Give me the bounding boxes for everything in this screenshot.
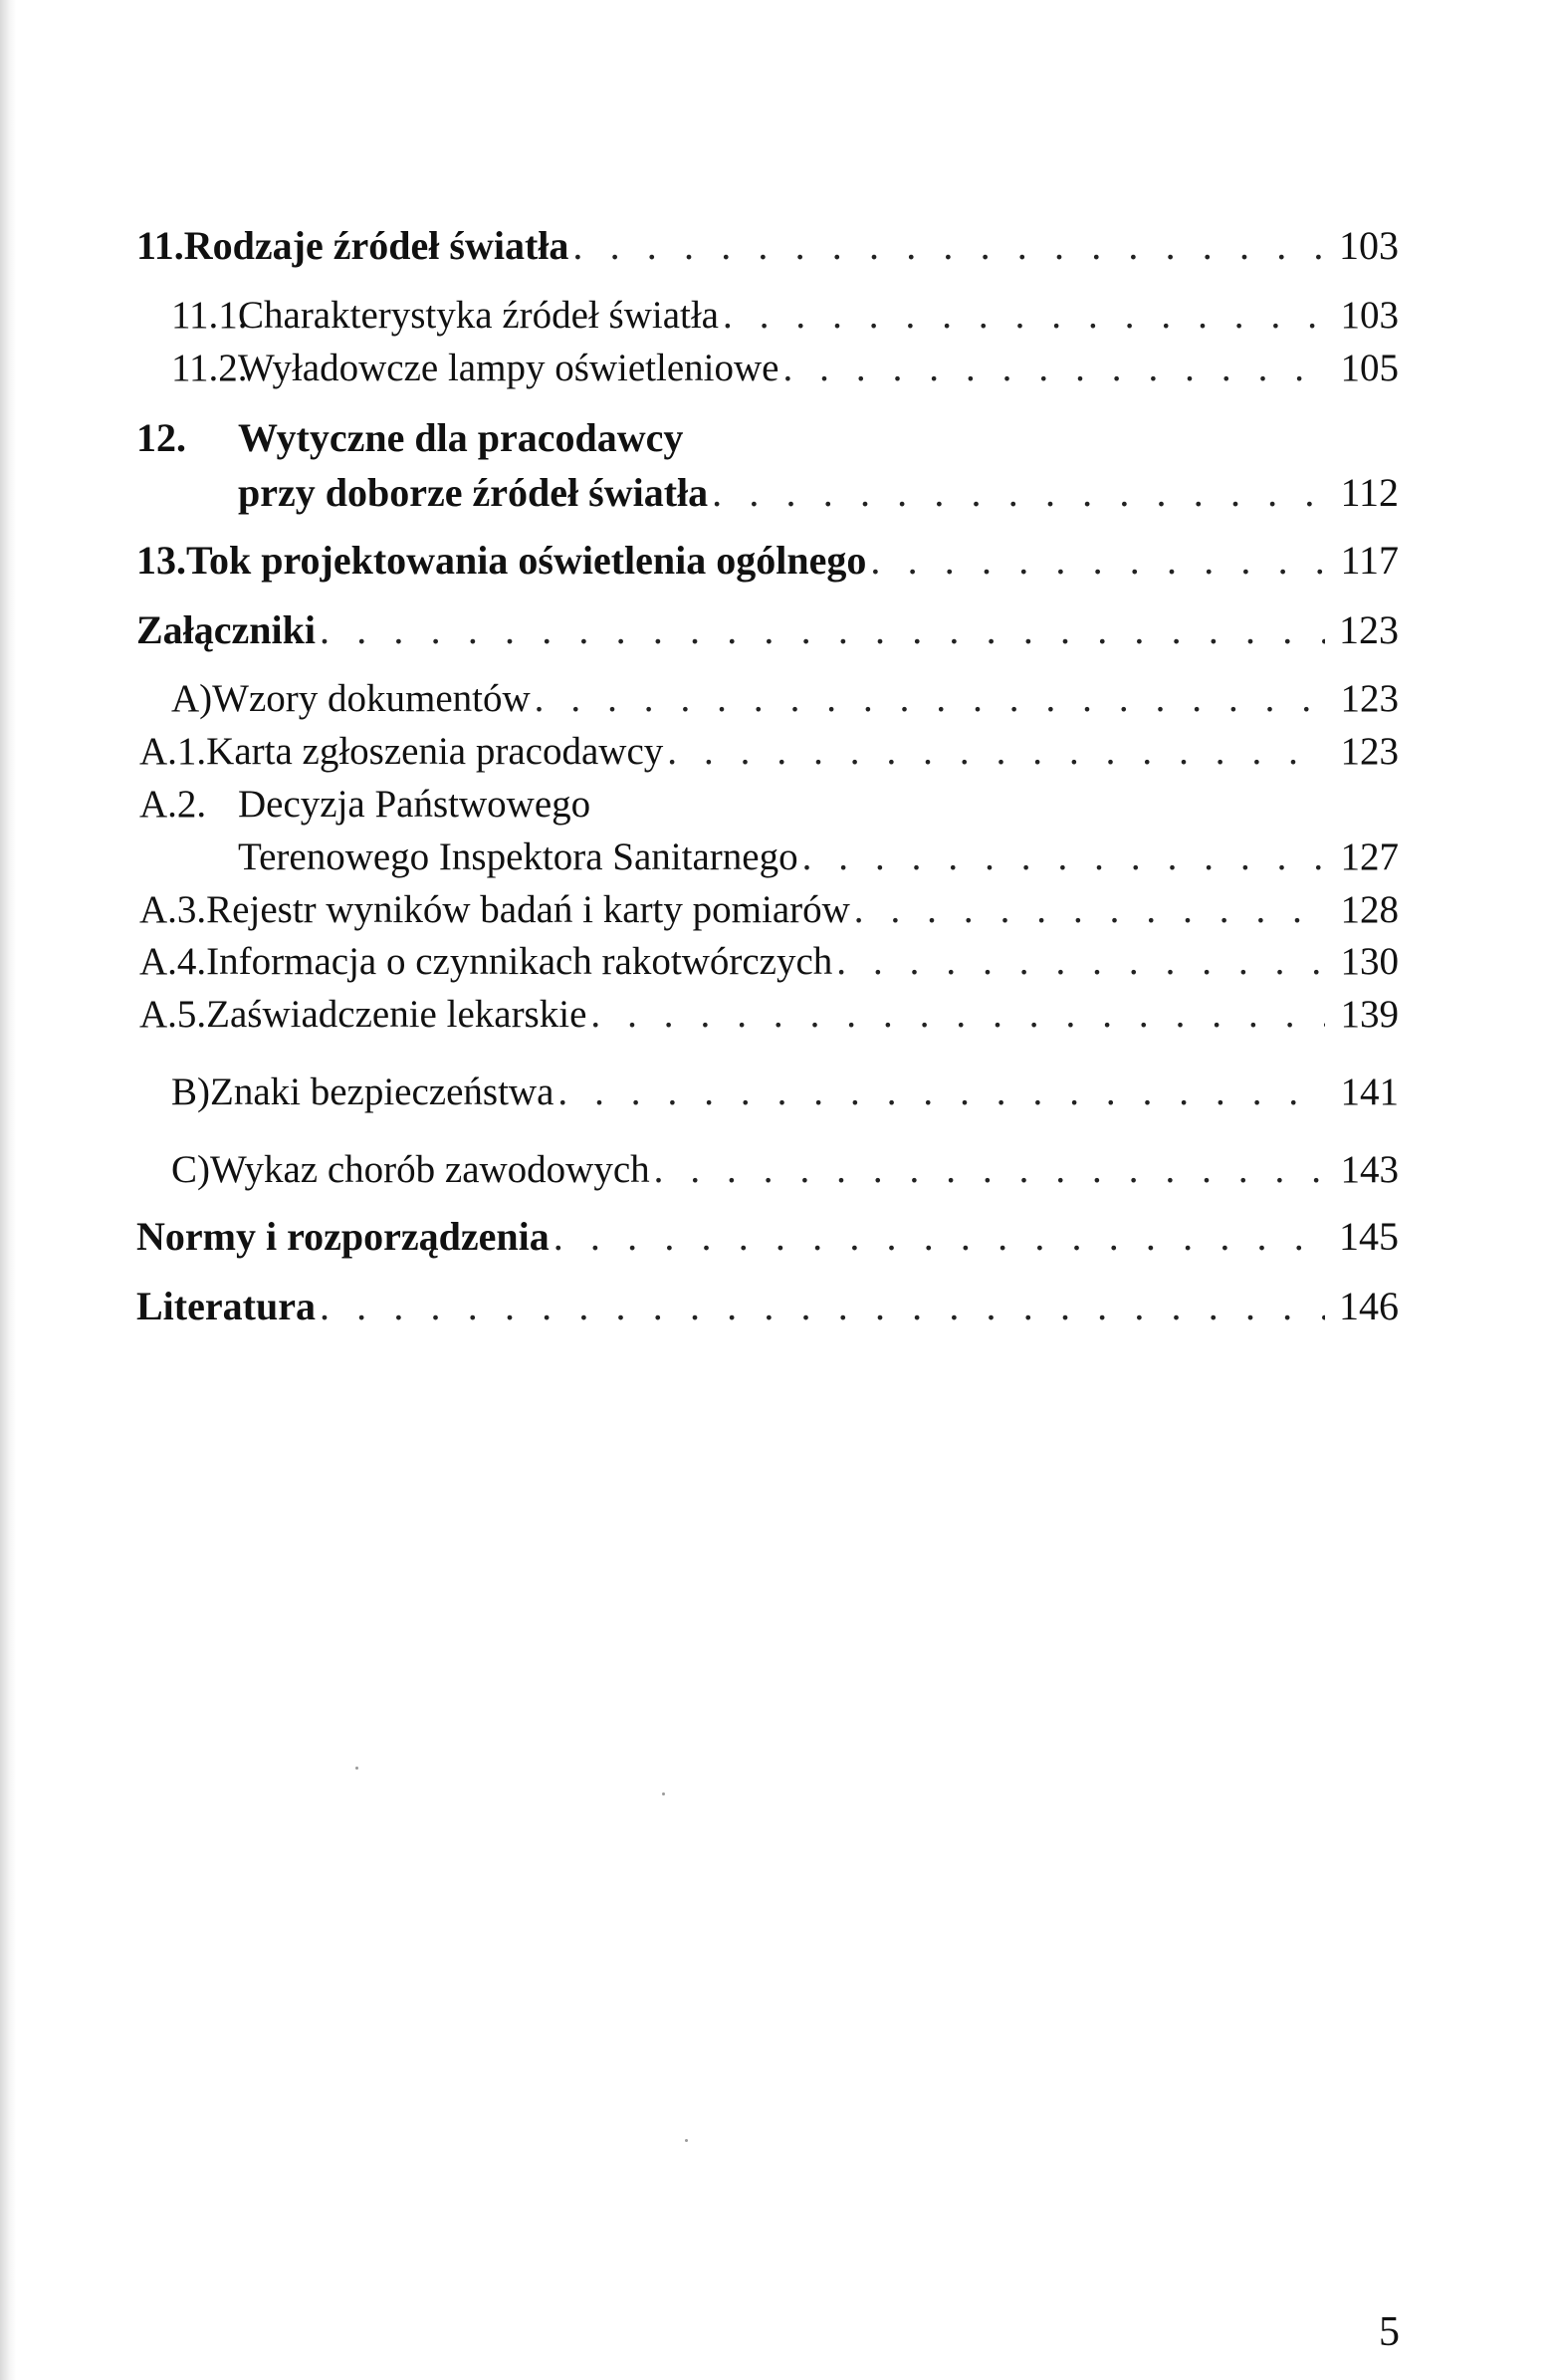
dot-leader bbox=[870, 541, 1325, 581]
toc-entry-number: 13. bbox=[136, 538, 186, 583]
toc-entry-page: 103 bbox=[1339, 223, 1399, 268]
toc-entry-title: Terenowego Inspektora Sanitarnego bbox=[238, 835, 798, 878]
scan-speck bbox=[355, 1767, 358, 1770]
toc-entry-a-2 bbox=[139, 785, 1399, 824]
toc-entry-page: 112 bbox=[1340, 470, 1399, 515]
toc-entry-number: A) bbox=[171, 677, 213, 720]
toc-entry-13 bbox=[136, 538, 1399, 583]
toc-entry-number: B) bbox=[171, 1071, 210, 1113]
dot-leader bbox=[667, 732, 1325, 771]
toc-entry-normy bbox=[136, 1214, 1399, 1259]
dot-leader bbox=[654, 1150, 1325, 1189]
dot-leader bbox=[782, 349, 1325, 387]
dot-leader bbox=[712, 473, 1325, 513]
toc-entry-number: A.2. bbox=[139, 783, 207, 826]
toc-entry-page: 123 bbox=[1339, 607, 1399, 652]
toc-entry-b bbox=[171, 1072, 1399, 1111]
toc-entry-title: Rodzaje źródeł światła bbox=[183, 223, 569, 268]
dot-leader bbox=[572, 226, 1325, 266]
toc-entry-a-3 bbox=[139, 890, 1399, 929]
toc-entry-a-4 bbox=[139, 942, 1399, 981]
toc-entry-title: Wytyczne dla pracodawcy bbox=[238, 415, 684, 460]
toc-entry-page: 123 bbox=[1340, 677, 1399, 720]
toc-entry-title: Wykaz chorób zawodowych bbox=[210, 1148, 650, 1191]
toc-entry-title: Informacja o czynnikach rakotwórczych bbox=[206, 940, 833, 983]
toc-entry-number: A.3. bbox=[139, 888, 207, 931]
toc-entry-11 bbox=[136, 223, 1399, 268]
toc-entry-page: 139 bbox=[1340, 993, 1399, 1036]
dot-leader bbox=[854, 890, 1325, 929]
dot-leader bbox=[535, 679, 1325, 718]
toc-entry-title: Rejestr wyników badań i karty pomiarów bbox=[206, 888, 850, 931]
toc-entry-title: Zaświadczenie lekarskie bbox=[206, 993, 587, 1036]
toc-entry-number: C) bbox=[171, 1148, 210, 1191]
toc-entry-page: 143 bbox=[1340, 1148, 1399, 1191]
dot-leader bbox=[320, 610, 1325, 650]
scan-speck bbox=[685, 2139, 688, 2142]
toc-entry-number: A.4. bbox=[139, 940, 207, 983]
toc-entry-page: 141 bbox=[1340, 1071, 1399, 1113]
toc-entry-page: 146 bbox=[1339, 1284, 1399, 1328]
toc-entry-a-1 bbox=[139, 732, 1399, 771]
toc-entry-number: A.1. bbox=[139, 730, 207, 773]
dot-leader bbox=[723, 296, 1325, 335]
toc-entry-literatura bbox=[136, 1284, 1399, 1328]
dot-leader bbox=[557, 1072, 1325, 1111]
toc-entry-title: Znaki bezpieczeństwa bbox=[210, 1071, 555, 1113]
toc-entry-page: 145 bbox=[1339, 1214, 1399, 1259]
toc-entry-zalaczniki bbox=[136, 607, 1399, 652]
toc-entry-title: Tok projektowania oświetlenia ogólnego bbox=[186, 538, 867, 583]
toc-entry-title: Karta zgłoszenia pracodawcy bbox=[206, 730, 664, 773]
dot-leader bbox=[802, 837, 1325, 876]
toc-entry-page: 123 bbox=[1340, 730, 1399, 773]
toc-entry-page: 117 bbox=[1340, 538, 1399, 583]
dot-leader bbox=[554, 1217, 1325, 1257]
toc-entry-page: 103 bbox=[1340, 294, 1399, 337]
toc-entry-12-continued bbox=[238, 470, 1399, 515]
dot-leader bbox=[320, 1287, 1325, 1326]
scan-speck bbox=[662, 1792, 665, 1795]
toc-entry-title: Literatura bbox=[136, 1284, 316, 1328]
toc-entry-c bbox=[171, 1150, 1399, 1189]
toc-entry-number: 11. bbox=[136, 223, 184, 268]
page-number: 5 bbox=[1379, 2309, 1400, 2355]
toc-entry-title: Normy i rozporządzenia bbox=[136, 1214, 550, 1259]
toc-entry-a-2-continued bbox=[238, 837, 1399, 876]
toc-entry-title: Załączniki bbox=[136, 607, 317, 652]
toc-entry-number: 11.2. bbox=[171, 347, 248, 389]
toc-entry-page: 130 bbox=[1340, 940, 1399, 983]
toc-entry-page: 128 bbox=[1340, 888, 1399, 931]
toc-entry-11-2 bbox=[171, 349, 1399, 387]
toc-entry-number: 11.1. bbox=[171, 294, 248, 337]
toc-entry-title: Wyładowcze lampy oświetleniowe bbox=[238, 347, 779, 389]
toc-entry-number: A.5. bbox=[139, 993, 207, 1036]
toc-entry-11-1 bbox=[171, 296, 1399, 335]
toc-entry-page: 105 bbox=[1340, 347, 1399, 389]
toc-entry-number: 12. bbox=[136, 415, 186, 460]
toc-entry-title: Wzory dokumentów bbox=[212, 677, 531, 720]
toc-entry-title: Charakterystyka źródeł światła bbox=[238, 294, 719, 337]
toc-entry-title: Decyzja Państwowego bbox=[238, 783, 591, 826]
toc-entry-title: przy doborze źródeł światła bbox=[238, 470, 709, 515]
toc-entry-12 bbox=[136, 415, 1399, 460]
dot-leader bbox=[836, 942, 1325, 981]
dot-leader bbox=[590, 995, 1325, 1034]
toc-entry-page: 127 bbox=[1340, 835, 1399, 878]
toc-entry-a bbox=[171, 679, 1399, 718]
toc-entry-a-5 bbox=[139, 995, 1399, 1034]
